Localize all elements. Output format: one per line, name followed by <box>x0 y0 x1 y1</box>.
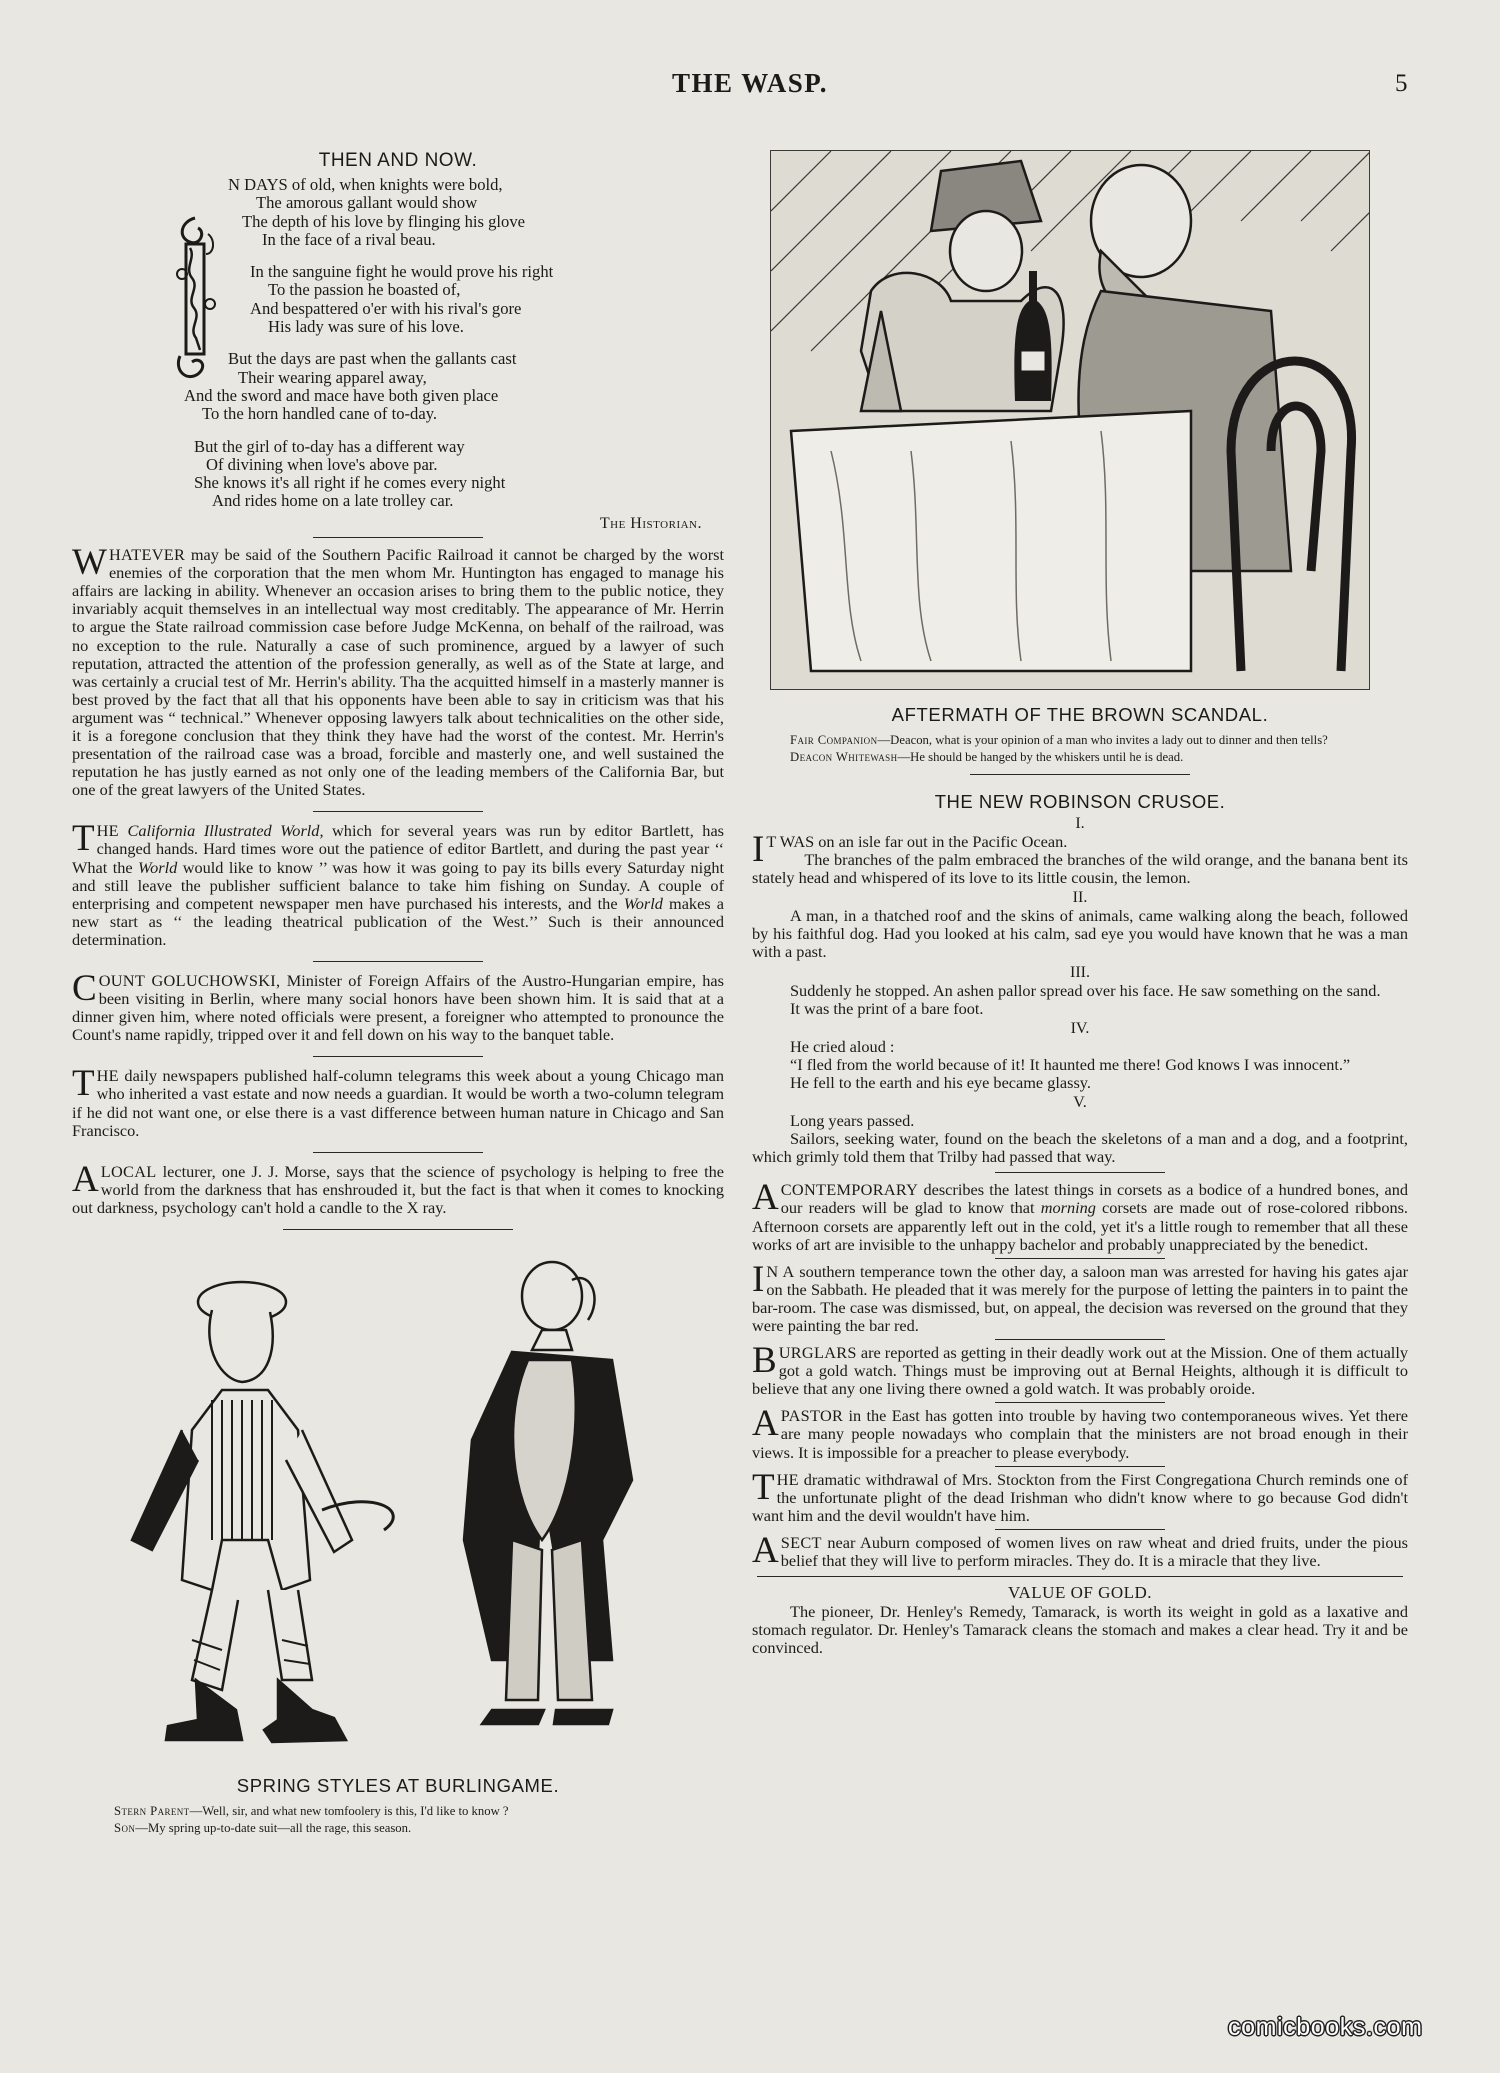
lead-word: URGLARS <box>778 1343 857 1363</box>
poem-stanza-3 <box>168 350 724 423</box>
crusoe-part-2 <box>752 889 1408 961</box>
dialogue-text: —He should be hanged by the whiskers until he is dead. <box>897 750 1184 764</box>
paragraph-text: daily newspapers published half-column telegrams this week about a young Chicago man who inherited a vast estate and now needs a guardian. It would be worth a two-column telegram if he did not want one, or else there is a vast difference between human nature in Chicago and San Francisco. <box>72 1066 724 1140</box>
corsets-paragraph <box>752 1177 1409 1254</box>
poem-line: The amorous gallant would show <box>256 193 478 213</box>
watermark: comicbooks.com <box>1228 2013 1423 2041</box>
part-numeral: I. <box>1075 815 1085 832</box>
drop-cap: T <box>752 1466 775 1508</box>
part-numeral: III. <box>1070 963 1090 981</box>
paragraph-text: are reported as getting in their deadly work out at the Mission. One of them actually got a gold watch. Things must be improving out at Bernal Heights, although it is difficult to believe that any one living there owned a gold watch. It was probably oroide. <box>752 1343 1408 1399</box>
poem-line: Of divining when love's above par. <box>206 454 438 474</box>
page-number: 5 <box>1395 70 1408 97</box>
drop-cap: A <box>752 1403 779 1445</box>
burglars-paragraph <box>752 1340 1408 1399</box>
chicago-paragraph <box>72 1063 724 1140</box>
crusoe-paragraph: A man, in a thatched roof and the skins of animals, came walking along the beach, followed by his faithful dog. Had you looked at his calm, sad eye you would have known that he was a man with a past. <box>752 906 1408 962</box>
divider <box>283 1229 513 1230</box>
lead-word: OUNT GOLUCHOWSKI, <box>98 971 281 991</box>
drop-cap: A <box>72 1158 99 1200</box>
dialogue-line <box>114 1803 724 1820</box>
lead-word: SECT <box>780 1532 822 1552</box>
divider <box>995 1172 1165 1173</box>
aftermath-title: AFTERMATH OF THE BROWN SCANDAL. <box>891 704 1269 725</box>
poem-line: N DAYS of old, when knights were bold, <box>228 175 503 194</box>
aftermath-cartoon-frame <box>770 150 1370 690</box>
poem-line: In the sanguine fight he would prove his right <box>250 262 554 282</box>
crusoe-part-1 <box>752 815 1408 887</box>
value-of-gold-text: The pioneer, Dr. Henley's Remedy, Tamarack, is worth its weight in gold as a laxative and stomach regulator. Dr. Henley's Tamarack cleans the stomach and makes a clear head. Try it and be convinced. <box>752 1602 1408 1658</box>
crusoe-part-4 <box>752 1020 1408 1092</box>
drop-cap: T <box>72 1063 95 1105</box>
sect-paragraph <box>752 1529 1408 1571</box>
poem-title: THEN AND NOW. <box>318 150 478 171</box>
italic-word: morning <box>1040 1198 1096 1218</box>
paragraph-text: in the East has gotten into trouble by having two contemporaneous wives. Yet there are many people nowadays who complain that the ministers are not broad enough in their views. It is impossible for a preacher to please everybody. <box>752 1406 1408 1462</box>
dialogue-text: —My spring up-to-date suit—all the rage, this season. <box>135 1821 412 1836</box>
italic-title: World <box>138 857 178 877</box>
southern-pacific-paragraph <box>72 542 724 800</box>
poem-line: But the girl of to-day has a different way <box>194 436 465 456</box>
page-title: THE WASP. <box>671 68 829 98</box>
crusoe-paragraph: He fell to the earth and his eye became glassy. <box>790 1072 1091 1092</box>
lead-word: CONTEMPORARY <box>780 1180 919 1200</box>
speaker-name: Deacon Whitewash <box>790 750 898 764</box>
speaker-name: Fair Companion <box>790 733 878 747</box>
divider <box>995 1258 1165 1259</box>
lead-word: HE <box>96 1066 119 1086</box>
pastor-paragraph <box>752 1403 1408 1462</box>
poem-line: His lady was sure of his love. <box>268 317 464 337</box>
value-of-gold-title: VALUE OF GOLD. <box>1007 1583 1153 1603</box>
poem-line: To the horn handled cane of to-day. <box>202 404 438 424</box>
crusoe-paragraph: Long years passed. <box>790 1111 915 1131</box>
divider <box>995 1466 1165 1467</box>
part-numeral: V. <box>1073 1094 1087 1112</box>
drop-cap: W <box>72 542 107 584</box>
divider <box>757 1576 1403 1577</box>
crusoe-paragraph: The branches of the palm embraced the branches of the wild orange, and the banana bent its stately head and whispered of its love to its little cousin, the lemon. <box>752 850 1408 888</box>
divider <box>313 811 483 812</box>
saloon-paragraph <box>752 1258 1408 1335</box>
lead-word: PASTOR <box>780 1406 844 1426</box>
italic-title: World <box>623 893 663 913</box>
ornamental-drop-cap-i <box>172 214 218 384</box>
poem-line: And the sword and mace have both given place <box>184 385 499 405</box>
right-column <box>752 150 1408 1657</box>
paragraph-text: corsets are made out of rose-colored ribbons. Afternoon corsets are apparently left out in the cold, yet it's a little rough to remember that all these works of art are invisible to the unhappy bachelor and probably unappreciated by the benedict. <box>752 1198 1409 1254</box>
poem-line: In the face of a rival beau. <box>262 229 436 249</box>
california-illustrated-world-paragraph <box>72 818 725 949</box>
speaker-name: Son <box>114 1821 136 1836</box>
poem-signature: The Historian. <box>599 514 702 532</box>
poem-stanza-4 <box>168 438 724 511</box>
poem-body <box>72 176 724 533</box>
drop-cap: I <box>752 1258 765 1300</box>
drop-cap: T <box>72 818 95 860</box>
divider <box>995 1339 1165 1340</box>
dialogue-text: —Well, sir, and what new tomfoolery is this, I'd like to know ? <box>189 1804 509 1819</box>
crusoe-paragraph: He cried aloud : <box>790 1036 895 1056</box>
paragraph-text: would like to know ’’ was how it was going to pay its bills every Saturday night and still leave the publisher sufficient balance to take him fishing on Sunday. A couple of enterprising and competent newspaper men have purchased his interests, and the <box>72 857 724 913</box>
count-goluchowski-paragraph <box>72 968 724 1045</box>
drop-cap: B <box>752 1340 777 1382</box>
paragraph-text: southern temperance town the other day, a saloon man was arrested for having his gates ajar on the Sabbath. He pleaded that it was merely for the purpose of letting the painters in to paint the bar-room. The case was dismissed, but, on appeal, the decision was reversed on the ground that they were painting the bar red. <box>752 1261 1408 1335</box>
paragraph-text: may be said of the Southern Pacific Railroad it cannot be charged by the worst enemies of the corporation that the men whom Mr. Huntington has engaged to manage his affairs are lacking in ability. Whenever an occasion arises to bring them to the public notice, they invariably acquit themselves in an intellectual way most creditably. The appearance of Mr. Herrin to argue the State railroad commission case before Judge McKenna, on behalf of the railroad, was no exception to the rule. Naturally a case of such prominence, argued by a lawyer of such reputation, attracted the attention of the profession generally, as well as of the State at large, and was certainly a crucial test of Mr. Herrin's ability. Tha the acquitted himself in a masterly manner is best proved by the fact that all that his opponents have been able to say in criticism was that his argument was “ technical.” Whenever opposing lawyers talk about technicalities on the other side, it is a foregone conclusion that they think they have had the worst of the contest. Mr. Herrin's presentation of the railroad case was a broad, forcible and masterly one, and well sustained the reputation he has justly earned as not only one of the leading members of the California Bar, but one of the great lawyers of the United States. <box>72 545 724 800</box>
drop-cap: C <box>72 968 97 1010</box>
stockton-paragraph <box>752 1466 1408 1525</box>
paragraph-text: which for several years was run by editor Bartlett, has changed hands. Hard times wore out the patience of editor Bartlett, and during the past year ‘‘ What the <box>72 821 725 877</box>
crusoe-paragraph: Suddenly he stopped. An ashen pallor spread over his face. He saw something on the sand. <box>790 980 1381 1000</box>
spring-styles-cartoon <box>72 1240 724 1837</box>
divider <box>995 1529 1165 1530</box>
drop-cap: A <box>752 1177 779 1219</box>
divider <box>313 961 483 962</box>
speaker-name: Stern Parent <box>114 1804 190 1819</box>
divider <box>313 1152 483 1153</box>
crusoe-paragraph: Sailors, seeking water, found on the beach the skeletons of a man and a dog, and a footprint, which grimly told them that Trilby had passed that way. <box>752 1129 1408 1167</box>
poem-stanza-1 <box>168 176 724 249</box>
poem-line: Their wearing apparel away, <box>238 367 427 387</box>
poem-line: To the passion he boasted of, <box>268 280 461 300</box>
drop-cap: A <box>752 1529 779 1571</box>
lead-word: HATEVER <box>108 545 186 565</box>
paragraph-text: on an isle far out in the Pacific Ocean. <box>814 832 1068 851</box>
crusoe-paragraph: “I fled from the world because of it! It haunted me there! God knows I was innocent.” <box>790 1054 1351 1074</box>
left-column <box>72 150 724 1837</box>
poem-line: And bespattered o'er with his rival's gore <box>250 298 522 318</box>
crusoe-part-3 <box>752 964 1408 1018</box>
part-numeral: II. <box>1072 889 1088 907</box>
poem-line: The depth of his love by flinging his glove <box>242 211 525 231</box>
divider <box>995 1402 1165 1403</box>
dialogue-line <box>754 732 1408 749</box>
part-numeral: IV. <box>1070 1019 1090 1037</box>
paragraph-text: describes the latest things in corsets as a bodice of a hundred bones, and our readers will be glad to know that <box>780 1180 1408 1218</box>
dialogue-text: —Deacon, what is your opinion of a man who invites a lady out to dinner and then tells? <box>877 733 1328 747</box>
poem-line: But the days are past when the gallants cast <box>228 349 517 369</box>
divider <box>313 1056 483 1057</box>
spring-styles-title: SPRING STYLES AT BURLINGAME. <box>236 1775 560 1797</box>
divider <box>313 537 483 538</box>
crusoe-paragraph: It was the print of a bare foot. <box>790 998 984 1018</box>
lead-word: HE <box>96 821 119 841</box>
divider <box>970 774 1190 775</box>
lead-word: T WAS <box>766 832 815 851</box>
paragraph-text: dramatic withdrawal of Mrs. Stockton from the First Congregationa Church reminds one of the unfortunate plight of the dead Irishman who didn't know where to go because God didn't want him and the devil wouldn't have him. <box>752 1469 1408 1525</box>
drop-cap: I <box>752 829 765 870</box>
italic-title: California Illustrated World, <box>127 821 324 841</box>
crusoe-part-5 <box>752 1094 1408 1166</box>
paragraph-text: near Auburn composed of women lives on raw wheat and dried fruits, under the pious belief that they will live to perform miracles. They do. It is a miracle that they live. <box>780 1532 1408 1570</box>
aftermath-dialogue <box>752 732 1408 766</box>
lead-word: HE <box>776 1469 799 1489</box>
dialogue-line <box>754 749 1408 766</box>
paragraph-text: lecturer, one J. J. Morse, says that the science of psychology is helping to free the world from the darkness that has enshrouded it, but the fact is that when it comes to knocking out darkness, psychology can't hold a candle to the X ray. <box>72 1161 724 1217</box>
poem-line: She knows it's all right if he comes every night <box>194 473 506 493</box>
poem-stanza-2 <box>168 263 724 336</box>
aftermath-illustration <box>771 151 1370 690</box>
lead-word: LOCAL <box>100 1161 157 1181</box>
spring-styles-dialogue <box>72 1803 724 1837</box>
spring-styles-illustration <box>72 1240 724 1760</box>
paragraph-text: makes a new start as ‘‘ the leading theatrical publication of the West.’’ Such is their announced determination. <box>72 893 724 949</box>
lead-word: N A <box>766 1261 795 1281</box>
paragraph-text: Minister of Foreign Affairs of the Austro-Hungarian empire, has been visiting in Berlin, where many social honors have been shown him. It is said that at a dinner given him, where noted officials were present, a foreigner who attempted to pronounce the Count's name rapidly, tripped over it and fell down on his way to the banquet table. <box>72 971 724 1045</box>
lecturer-paragraph <box>72 1158 724 1217</box>
poem-line: And rides home on a late trolley car. <box>212 491 454 511</box>
dialogue-line <box>114 1820 724 1837</box>
crusoe-title: THE NEW ROBINSON CRUSOE. <box>934 791 1226 812</box>
